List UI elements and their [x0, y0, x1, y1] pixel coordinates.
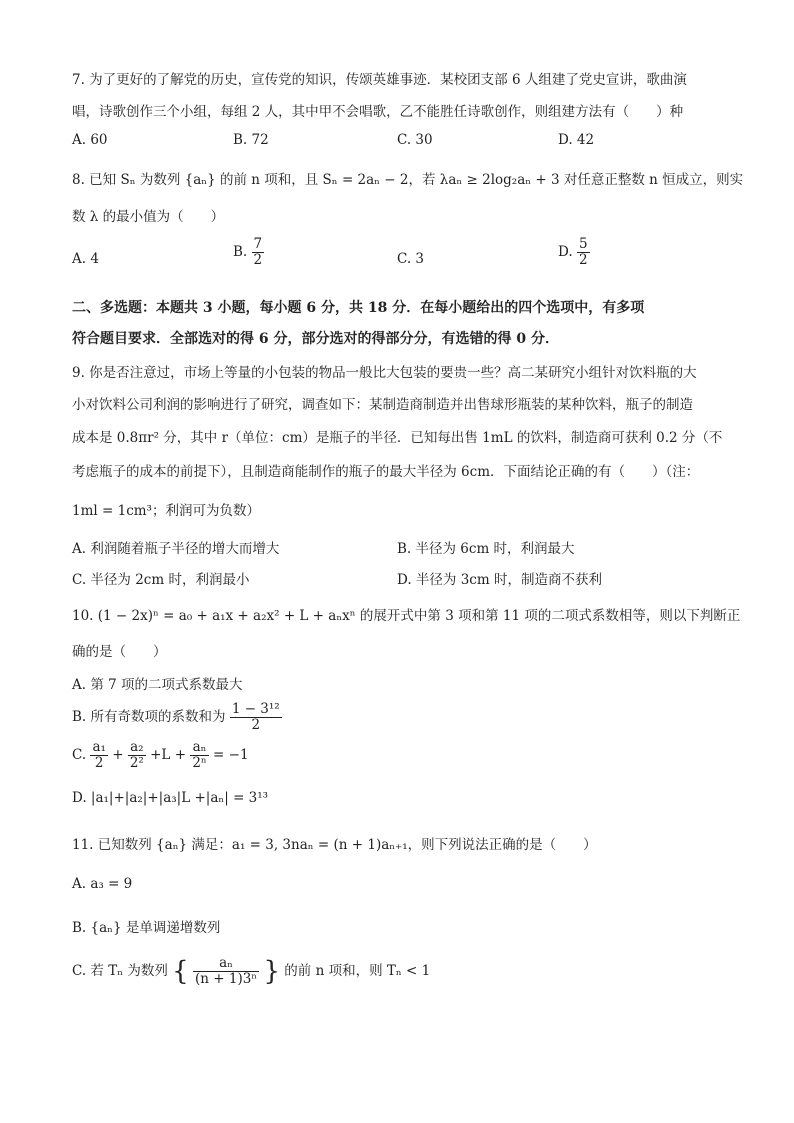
fraction-numerator: 1 − 3¹²	[231, 701, 280, 717]
q7-line-2: 唱，诗歌创作三个小组，每组 2 人，其中甲不会唱歌，乙不能胜任诗歌创作，则组建方法有（ ）种	[72, 104, 684, 120]
q11-option-b: B. {aₙ} 是单调递增数列	[72, 920, 221, 936]
q9-option-a: A. 利润随着瓶子半径的增大而增大	[72, 541, 280, 557]
q9-option-b: B. 半径为 6cm 时，利润最大	[397, 541, 575, 557]
section-heading-line-1: 二、多选题：本题共 3 小题，每小题 6 分，共 18 分．在每小题给出的四个选项中，有多项	[72, 300, 645, 316]
q10-option-c-term-3	[190, 740, 208, 771]
fraction-numerator: 7	[253, 236, 263, 252]
fraction-denominator: (n + 1)3ⁿ	[195, 970, 258, 987]
q10-line-1: 10. (1 − 2x)ⁿ = a₀ + a₁x + a₂x² + L + aₙxⁿ 的展开式中第 3 项和第 11 项的二项式系数相等，则以下判断正	[72, 608, 741, 624]
q10-option-c-tail: = −1	[213, 746, 249, 763]
q9-line-1: 9. 你是否注意过，市场上等量的小包装的物品一般比大包装的要贵一些？高二某研究小组针对饮料瓶的大	[72, 365, 697, 381]
fraction-denominator: 2	[253, 251, 263, 268]
q9-line-5: 1ml = 1cm³；利润可为负数）	[72, 503, 260, 519]
q8-line-2: 数 λ 的最小值为（ ）	[72, 209, 225, 225]
q9-line-3: 成本是 0.8πr² 分，其中 r（单位：cm）是瓶子的半径．已知每出售 1mL 的饮料，制造商可获利 0.2 分（不	[72, 430, 723, 446]
q8-option-a: A. 4	[72, 251, 99, 267]
fraction-numerator: 5	[578, 236, 588, 252]
q8-option-d-fraction	[577, 237, 590, 268]
q9-line-4: 考虑瓶子的成本的前提下），且制造商能制作的瓶子的最大半径为 6cm．下面结论正确的有（ ）（注：	[72, 464, 700, 480]
q11-option-c	[72, 956, 430, 987]
q10-option-c-label: C.	[72, 746, 87, 763]
q9-line-2: 小对饮料公司利润的影响进行了研究，调查如下：某制造商制造并出售球形瓶装的某种饮料，瓶子的制造	[72, 397, 693, 413]
q10-option-d: D. |a₁|+|a₂|+|a₃|L +|aₙ| = 3¹³	[72, 790, 269, 806]
q10-option-c-term-2	[128, 740, 146, 771]
q11-option-a: A. a₃ = 9	[72, 876, 133, 892]
fraction-denominator: 2	[578, 251, 588, 268]
left-brace-icon: {	[172, 956, 189, 987]
fraction-denominator: 2ⁿ	[192, 754, 207, 771]
q7-option-b: B. 72	[233, 132, 269, 148]
q9-option-d: D. 半径为 3cm 时，制造商不获利	[397, 572, 602, 588]
q8-option-b-label: B.	[233, 243, 248, 260]
q8-option-b	[233, 237, 264, 268]
q8-option-c: C. 3	[397, 251, 425, 267]
q10-option-c-mid: +L +	[150, 746, 187, 763]
q7-option-d: D. 42	[558, 132, 595, 148]
q10-option-b-label: B. 所有奇数项的系数和为	[72, 708, 226, 725]
q8-line-1: 8. 已知 Sₙ 为数列 {aₙ} 的前 n 项和，且 Sₙ = 2aₙ − 2，若 λaₙ ≥ 2log₂aₙ + 3 对任意正整数 n 恒成立，则实	[72, 172, 744, 188]
q8-option-b-fraction	[252, 237, 265, 268]
q10-option-b	[72, 702, 282, 733]
q10-line-2: 确的是（ ）	[72, 644, 167, 660]
q10-option-c	[72, 740, 249, 771]
q11-option-c-fraction	[193, 956, 259, 987]
fraction-numerator: aₙ	[190, 740, 208, 756]
q7-line-1: 7. 为了更好的了解党的历史，宣传党的知识，传颂英雄事迹．某校团支部 6 人组建了党史宣讲，歌曲演	[72, 72, 687, 88]
q7-option-c: C. 30	[397, 132, 433, 148]
q10-option-a: A. 第 7 项的二项式系数最大	[72, 677, 243, 693]
q11-option-c-label: C. 若 Tₙ 为数列	[72, 962, 168, 979]
fraction-numerator: aₙ	[193, 956, 259, 972]
q10-option-b-fraction	[230, 702, 282, 733]
right-brace-icon: }	[263, 956, 280, 987]
q7-option-a: A. 60	[72, 132, 108, 148]
q10-option-c-plus: +	[112, 746, 124, 763]
q11-option-c-tail: 的前 n 项和，则 Tₙ < 1	[284, 962, 431, 979]
q10-option-c-term-1	[90, 740, 107, 771]
q9-option-c: C. 半径为 2cm 时，利润最小	[72, 572, 250, 588]
fraction-numerator: a₂	[128, 740, 146, 756]
fraction-numerator: a₁	[92, 739, 106, 755]
q8-option-d-label: D.	[558, 243, 573, 260]
section-heading-line-2: 符合题目要求．全部选对的得 6 分，部分选对的得部分分，有选错的得 0 分．	[72, 331, 559, 347]
q11-line-1: 11. 已知数列 {aₙ} 满足：a₁ = 3, 3naₙ = (n + 1)aₙ₊₁，则下列说法正确的是（ ）	[72, 837, 597, 853]
fraction-denominator: 2²	[129, 754, 144, 771]
fraction-denominator: 2	[94, 754, 104, 771]
fraction-denominator: 2	[251, 716, 261, 733]
q8-option-d	[558, 237, 590, 268]
